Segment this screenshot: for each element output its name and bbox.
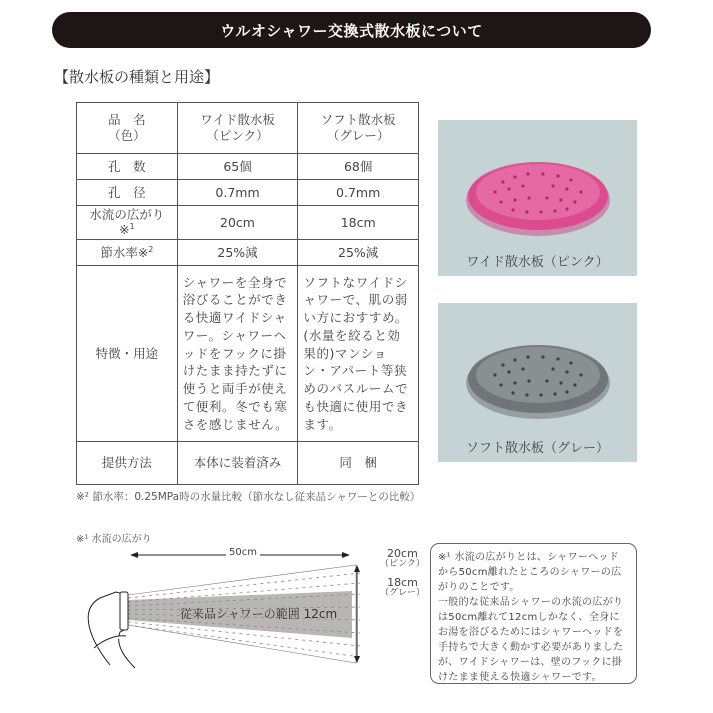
row-label (77, 206, 178, 240)
row-label: 特徴・用途 (77, 266, 178, 442)
soft-spread-value: 18cm (387, 576, 418, 589)
footnote-1-heading: ※¹ 水流の広がり (76, 534, 152, 545)
arrow-right-icon (342, 552, 350, 558)
spray-spread-diagram (70, 540, 430, 710)
gray-disc-icon (463, 325, 613, 425)
table-row-supply (77, 442, 419, 485)
wide-value: 0.7mm (177, 180, 298, 206)
distance-label: 50cm (226, 547, 260, 558)
header-label-line1: 品 名 (108, 112, 146, 128)
wide-value: シャワーを全身で浴びることができる快適ワイドシャワー。シャワーヘッドをフックに掛けたまま持たずに使うと両手が使えて便利。冬でも寒さを感じません。 (177, 266, 298, 442)
wide-value: 20cm (177, 206, 298, 240)
wide-plate-photo (438, 120, 637, 276)
header-wide-line2: （ピンク） (206, 128, 269, 143)
title-banner (52, 12, 651, 48)
soft-plate-photo (438, 303, 637, 462)
wide-spread-sub: （ピンク） (380, 559, 425, 570)
wide-plate-caption: ワイド散水板（ピンク） (466, 255, 609, 270)
spread-explanation-box (430, 543, 637, 684)
table-row-holes (77, 154, 419, 180)
conventional-range-label: 従来品シャワーの範囲 12cm (180, 607, 338, 621)
banner-title: ウルオシャワー交換式散水板について (220, 21, 483, 40)
soft-value: 同 梱 (298, 442, 419, 485)
header-wide-line1: ワイド散水板 (200, 112, 275, 128)
explanation-para-2: 一般的な従来品シャワーの水流の広がりは50cm離れて12cmしかなく、全身にお湯を浴びるためにはシャワーヘッドを手持ちで大きく動かす必要がありましたが、ワイドシャワーは、壁のフックに掛けたまま使える快適シャワーです。 (438, 597, 624, 683)
header-soft-cell (298, 103, 419, 154)
soft-spread-label (380, 577, 425, 599)
row-label-line1: 水流の広がり (89, 206, 165, 222)
spec-table (76, 102, 419, 485)
row-label-text: 節水率※ (100, 244, 149, 260)
arrow-left-icon (130, 552, 138, 558)
shower-head-icon (88, 592, 135, 668)
section-title: 【散水板の種類と用途】 (54, 68, 220, 86)
table-row-spread (77, 206, 419, 240)
soft-value: 0.7mm (298, 180, 419, 206)
row-label (77, 240, 178, 266)
table-row-diameter (77, 180, 419, 206)
ref-number: 2 (148, 244, 154, 254)
wide-value: 65個 (177, 154, 298, 180)
header-soft-line1: ソフト散水板 (320, 112, 396, 128)
pink-disc-icon (463, 142, 613, 242)
soft-plate-caption: ソフト散水板（グレー） (465, 441, 609, 456)
row-label: 孔 径 (77, 180, 178, 206)
table-row-saving (77, 240, 419, 266)
header-wide-cell (177, 103, 298, 154)
soft-value: ソフトなワイドシャワーで、肌の弱い方におすすめ。(水量を絞ると効果的)マンション・アパート等狭めのバスルームでも快適に使用できます。 (298, 266, 419, 442)
wide-value: 25%減 (177, 240, 298, 266)
soft-value: 25%減 (298, 240, 419, 266)
soft-spread-sub: （グレー） (380, 588, 426, 599)
table-row-features (77, 266, 419, 442)
table-header-row (77, 103, 419, 154)
wide-value: 本体に装着済み (177, 442, 298, 485)
wide-spread-label (380, 548, 425, 570)
header-soft-line2: （グレー） (326, 128, 390, 143)
header-label-line2: （色） (108, 128, 146, 143)
footnote-2: ※² 節水率：0.25MPa時の水量比較（節水なし従来品シャワーとの比較） (76, 491, 421, 503)
soft-value: 18cm (298, 206, 419, 240)
wide-spread-value: 20cm (387, 547, 418, 560)
header-label-cell (77, 103, 178, 154)
explanation-para-1: ※¹ 水流の広がりとは、シャワーヘッドから50cm離れたところのシャワーの広がりのことです。 (438, 552, 622, 593)
ref-mark: ※ (119, 222, 130, 238)
row-label-line2 (81, 222, 173, 238)
soft-value: 68個 (298, 154, 419, 180)
row-label: 提供方法 (77, 442, 178, 485)
ref-number: 1 (129, 222, 135, 232)
row-label: 孔 数 (77, 154, 178, 180)
